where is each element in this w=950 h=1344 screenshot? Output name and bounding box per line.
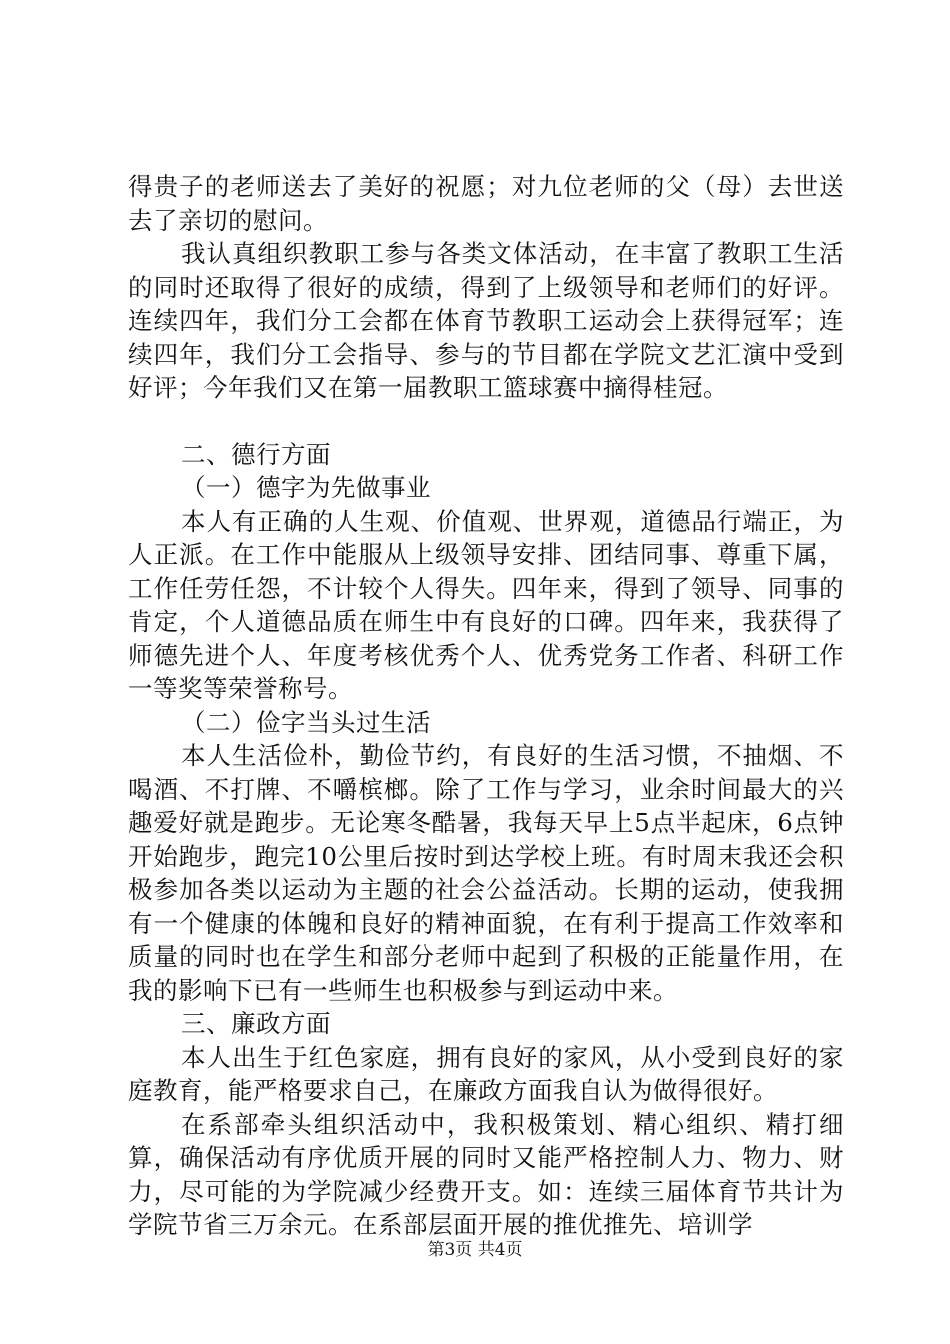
document-body [128,170,844,1242]
body-paragraph: 我认真组织教职工参与各类文体活动，在丰富了教职工生活的同时还取得了很好的成绩，得到了上级领导和老师们的好评。连续四年，我们分工会都在体育节教职工运动会上获得冠军；连续四年，我们分工会指导、参与的节目都在学院文艺汇演中受到好评；今年我们又在第一届教职工篮球赛中摘得桂冠。 [128,239,844,402]
body-paragraph: 得贵子的老师送去了美好的祝愿；对九位老师的父（母）去世送去了亲切的慰问。 [128,172,844,235]
body-paragraph: 本人有正确的人生观、价值观、世界观，道德品行端正，为人正派。在工作中能服从上级领导安排、团结同事、尊重下属，工作任劳任怨，不计较个人得失。四年来，得到了领导、同事的肯定，个人道德品质在师生中有良好的口碑。四年来，我获得了师德先进个人、年度考核优秀个人、优秀党务工作者、科研工作一等奖等荣誉称号。 [128,506,844,703]
body-paragraph: 在系部牵头组织活动中，我积极策划、精心组织、精打细算，确保活动有序优质开展的同时又能严格控制人力、物力、财力，尽可能的为学院减少经费开支。如：连续三届体育节共计为学院节省三万余元。在系部层面开展的推优推先、培训学 [128,1109,844,1239]
section-heading: 三、廉政方面 [181,1009,331,1038]
section-heading: 二、德行方面 [181,439,331,469]
body-paragraph: 本人出生于红色家庭，拥有良好的家风，从小受到良好的家庭教育，能严格要求自己，在廉政方面我自认为做得很好。 [128,1042,844,1105]
body-paragraph: 本人生活俭朴，勤俭节约，有良好的生活习惯，不抽烟、不喝酒、不打牌、不嚼槟榔。除了工作与学习，业余时间最大的兴趣爱好就是跑步。无论寒冬酷暑，我每天早上5点半起床，6点钟开始跑步，跑完10公里后按时到达学校上班。有时周末我还会积极参加各类以运动为主题的社会公益活动。长期的运动，使我拥有一个健康的体魄和良好的精神面貌，在有利于提高工作效率和质量的同时也在学生和部分老师中起到了积极的正能量作用，在我的影响下已有一些师生也积极参与到运动中来。 [128,741,844,1005]
paragraph-spacer [128,405,844,438]
page-footer: 第3页 共4页 [427,1240,523,1260]
subsection-heading: （一）德字为先做事业 [181,473,431,502]
subsection-heading: （二）俭字当头过生活 [181,707,431,737]
